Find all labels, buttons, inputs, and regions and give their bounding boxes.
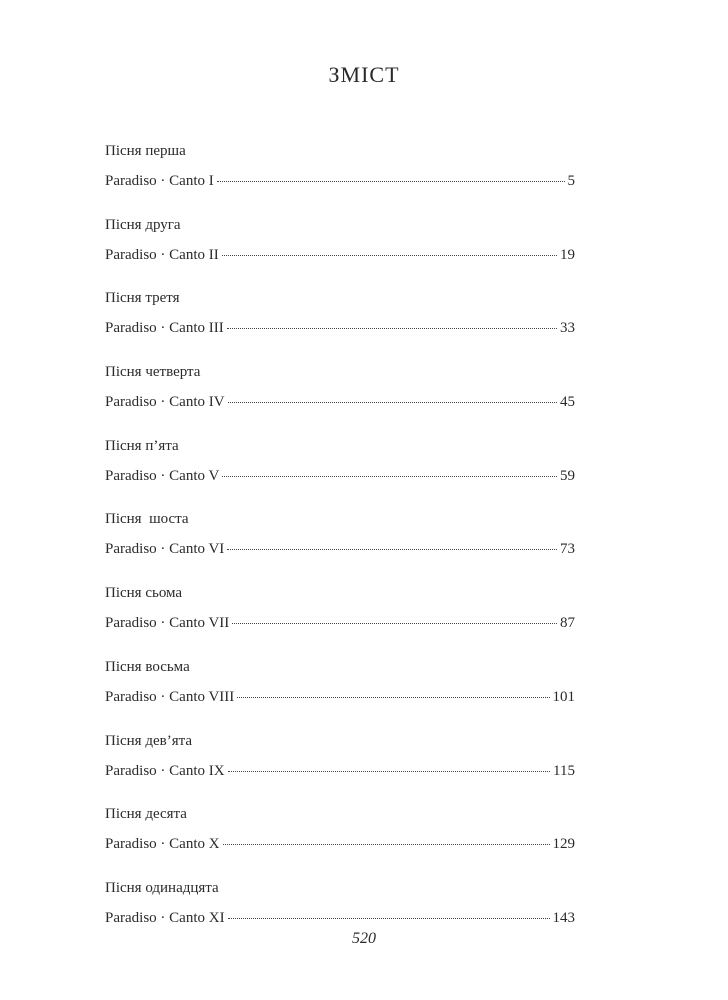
toc-entry-title: Пісня шоста xyxy=(105,511,189,528)
dot-leader xyxy=(228,918,550,919)
toc-entry-title: Пісня п’ята xyxy=(105,437,179,454)
toc-entry-line xyxy=(105,540,575,558)
page-title: ЗМІСТ xyxy=(328,62,400,87)
toc-entry-line xyxy=(105,246,575,264)
toc-entry-subtitle: Paradiso · Canto VII xyxy=(105,615,230,632)
dot-leader xyxy=(222,255,557,256)
dot-leader xyxy=(228,771,550,772)
toc-entry-title: Пісня перша xyxy=(105,143,186,159)
toc-entry xyxy=(105,142,575,216)
toc-entry-line xyxy=(105,909,575,927)
toc-entry-page-number: 33 xyxy=(560,320,575,337)
dot-leader xyxy=(237,697,549,698)
toc-entry-subtitle: Paradiso · Canto XI xyxy=(105,909,225,926)
toc-entry-line xyxy=(105,614,575,632)
toc-entry-line xyxy=(105,319,575,337)
toc-entry-title: Пісня друга xyxy=(105,216,181,233)
dot-leader xyxy=(232,623,557,624)
toc-entry-subtitle: Paradiso · Canto III xyxy=(105,320,224,337)
dot-leader xyxy=(223,844,550,845)
toc-entry-title: Пісня третя xyxy=(105,290,180,307)
toc-entry-line xyxy=(105,172,575,190)
toc-entry-page-number: 73 xyxy=(560,541,575,558)
toc-entry-title: Пісня четверта xyxy=(105,364,201,381)
toc-entry-page-number: 59 xyxy=(560,467,575,484)
page-number: 520 xyxy=(352,930,376,947)
toc-entry-page-number: 19 xyxy=(560,246,575,263)
dot-leader xyxy=(227,549,557,550)
toc-entry-subtitle: Paradiso · Canto IX xyxy=(105,762,225,779)
dot-leader xyxy=(228,402,557,403)
toc-entry-page-number: 115 xyxy=(553,762,575,779)
toc-entry-subtitle: Paradiso · Canto V xyxy=(105,467,220,484)
toc-entry xyxy=(105,216,575,290)
toc-entry-title: Пісня дев’ята xyxy=(105,732,192,749)
toc-entry-title: Пісня десята xyxy=(105,806,187,823)
toc-entry-subtitle: Paradiso · Canto X xyxy=(105,836,220,853)
toc-entry xyxy=(105,658,575,732)
toc-entry xyxy=(105,584,575,658)
toc-entry-page-number: 143 xyxy=(552,909,575,926)
toc-entry-line xyxy=(105,467,575,485)
toc-entry-line xyxy=(105,835,575,853)
toc-entry-page-number: 87 xyxy=(560,615,575,632)
dot-leader xyxy=(222,476,557,477)
toc-entry-page-number: 5 xyxy=(567,173,575,189)
dot-leader xyxy=(227,328,557,329)
toc-entry-page-number: 129 xyxy=(552,836,575,853)
toc-entry xyxy=(105,289,575,363)
toc-entry-line xyxy=(105,393,575,411)
toc-entry-page-number: 45 xyxy=(560,394,575,411)
toc-entry-subtitle: Paradiso · Canto VIII xyxy=(105,688,235,705)
table-of-contents xyxy=(105,142,575,953)
toc-entry xyxy=(105,363,575,437)
toc-entry-title: Пісня одинадцята xyxy=(105,879,219,896)
toc-entry-line xyxy=(105,762,575,780)
toc-entry-subtitle: Paradiso · Canto IV xyxy=(105,394,225,411)
toc-entry-line xyxy=(105,688,575,706)
toc-entry-subtitle: Paradiso · Canto II xyxy=(105,246,219,263)
toc-entry xyxy=(105,805,575,879)
toc-entry-page-number: 101 xyxy=(552,688,575,705)
toc-entry xyxy=(105,732,575,806)
toc-entry-subtitle: Paradiso · Canto VI xyxy=(105,541,225,558)
dot-leader xyxy=(217,181,565,182)
toc-entry xyxy=(105,437,575,511)
toc-entry-title: Пісня сьома xyxy=(105,585,183,602)
toc-entry xyxy=(105,510,575,584)
toc-entry-title: Пісня восьма xyxy=(105,658,190,675)
toc-entry-subtitle: Paradiso · Canto I xyxy=(105,173,214,189)
